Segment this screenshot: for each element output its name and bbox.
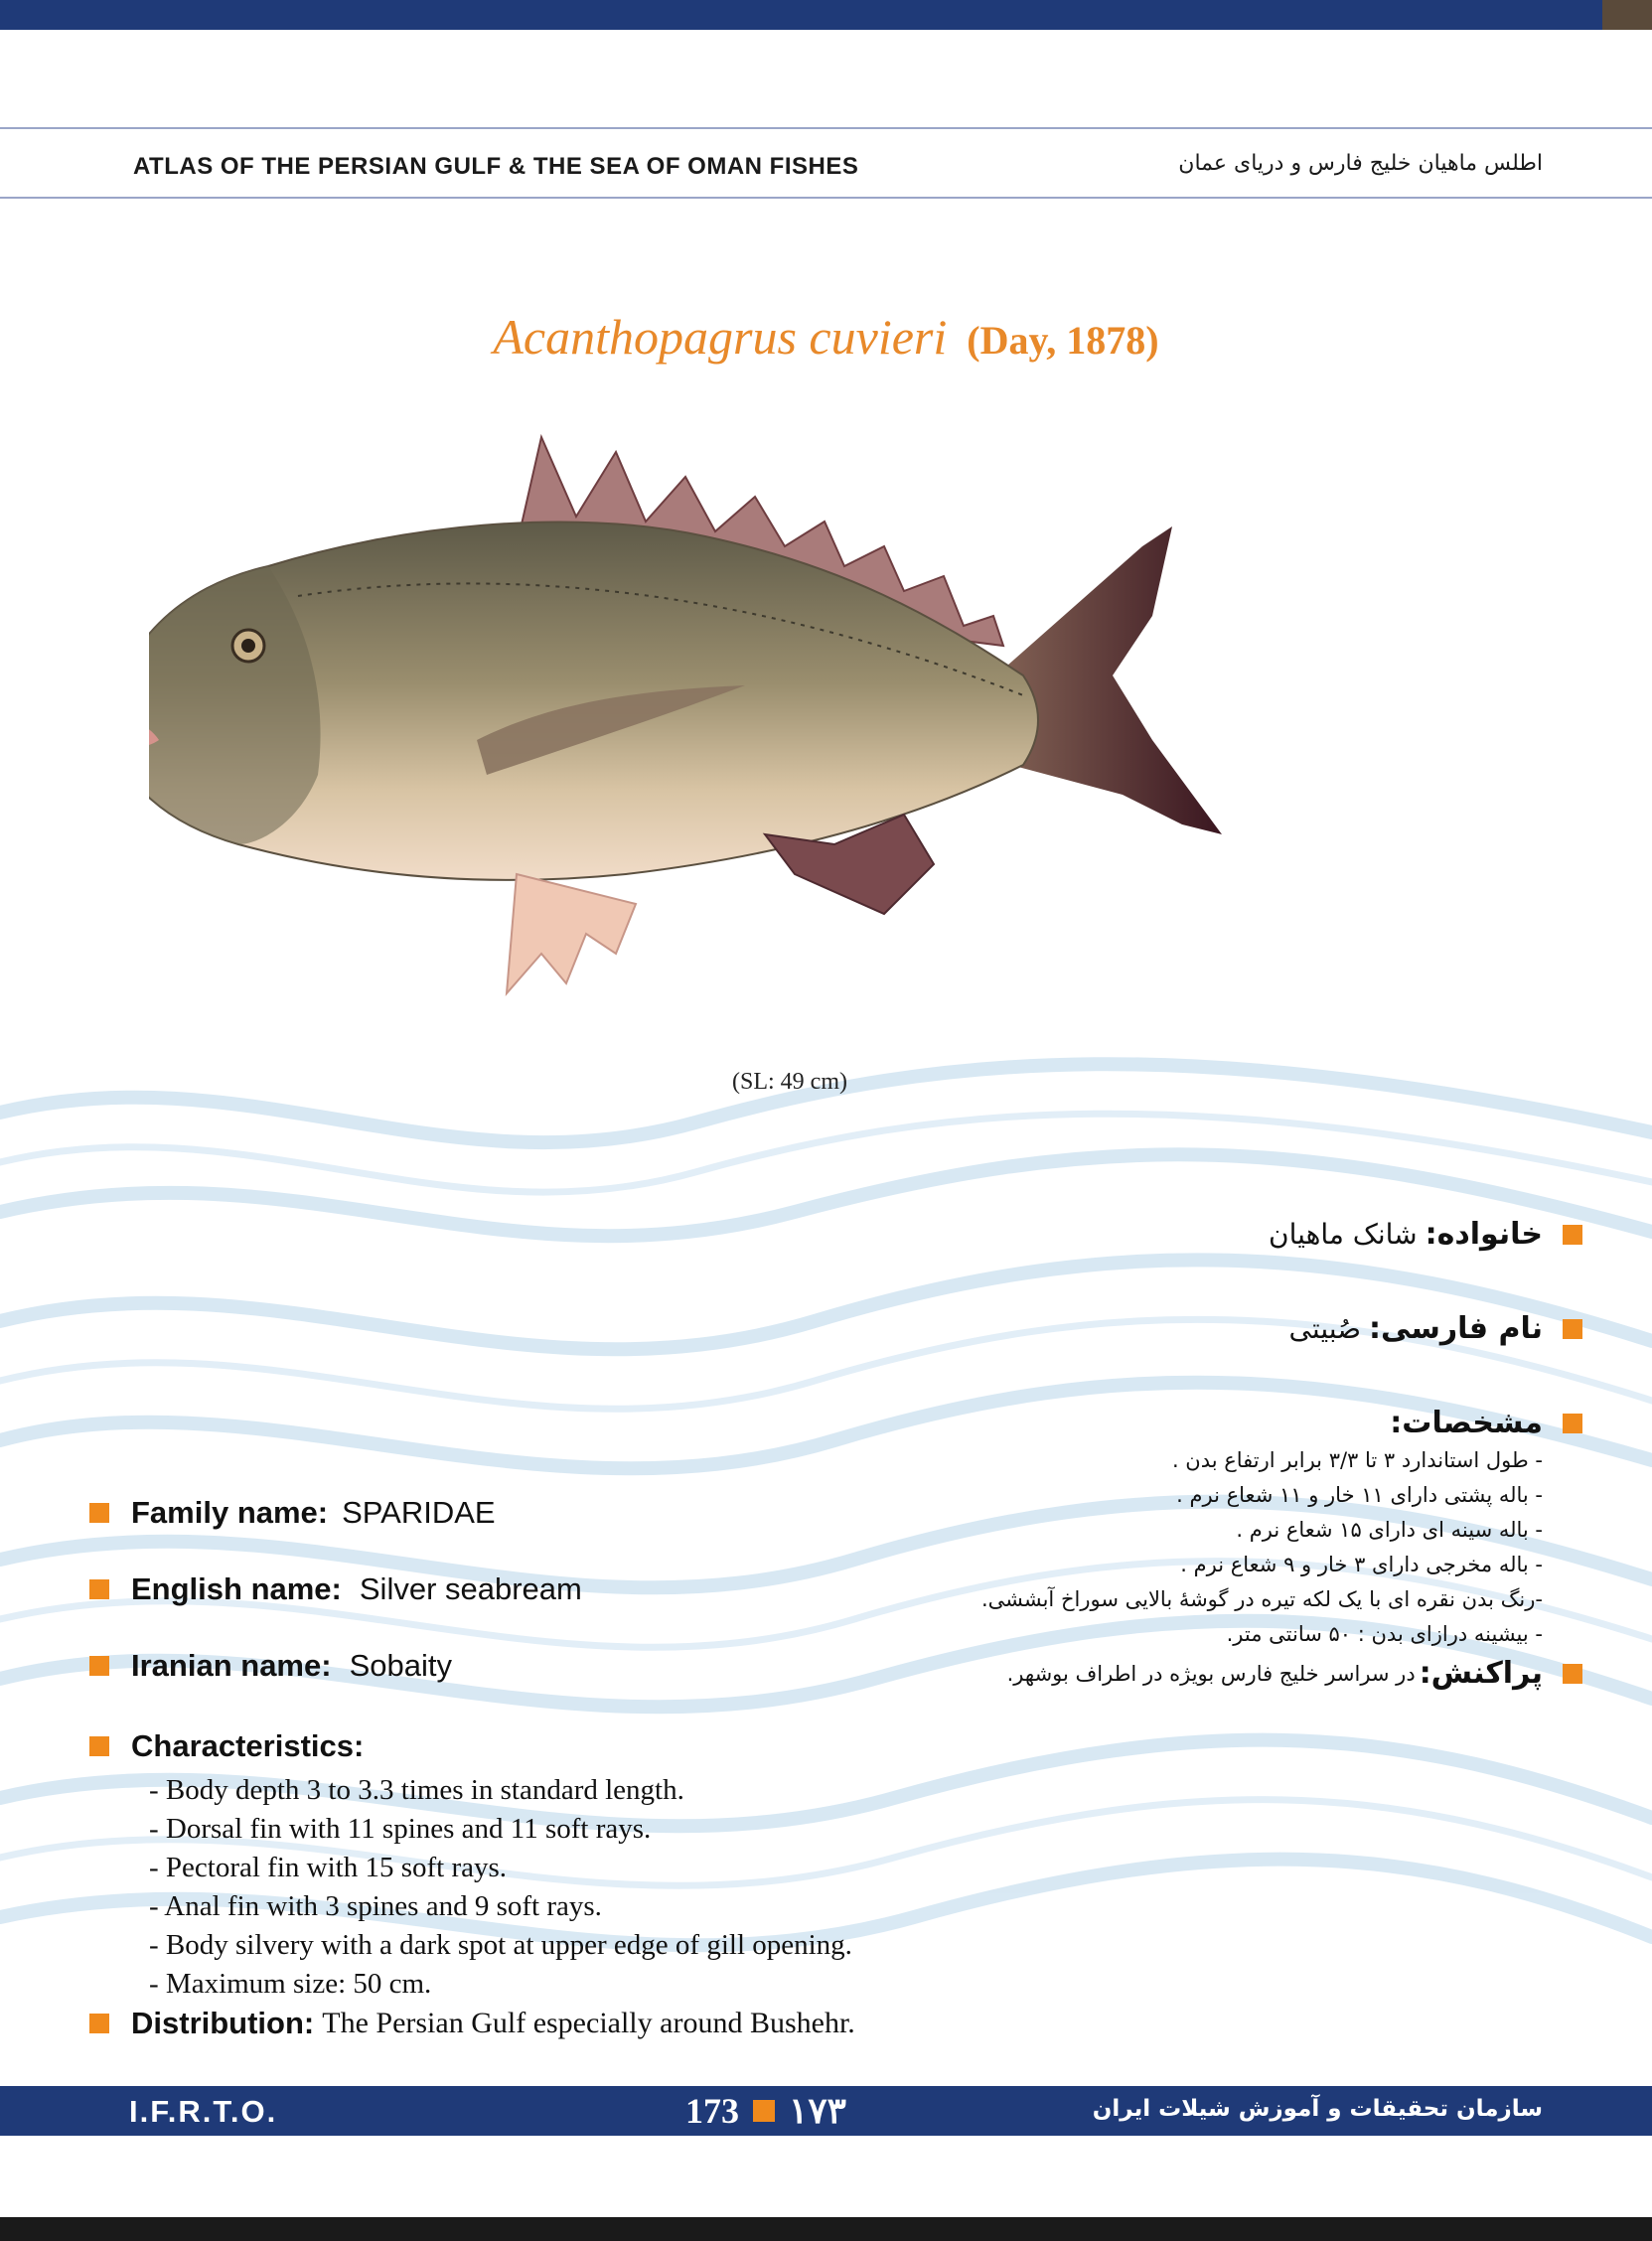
bullet-icon [1563, 1664, 1582, 1684]
distribution-label: Distribution: [131, 2006, 315, 2040]
running-header [0, 127, 1652, 199]
characteristics-list [149, 1771, 852, 2004]
standard-length: (SL: 49 cm) [732, 1069, 847, 1095]
scientific-name: Acanthopagrus cuvieri [493, 309, 948, 365]
characteristic-item: - Dorsal fin with 11 spines and 11 soft rays. [149, 1813, 652, 1845]
fa-characteristic-item: - بیشینه درازای بدن : ۵۰ سانتی متر. [1226, 1622, 1543, 1646]
bullet-icon [89, 1736, 109, 1756]
fa-characteristic-item: - باله سینه ای دارای ۱۵ شعاع نرم . [1236, 1518, 1543, 1542]
fa-family-row [1269, 1217, 1582, 1252]
bullet-icon [89, 1656, 109, 1676]
fa-distribution-row [1007, 1656, 1582, 1691]
family-label: Family name: [131, 1495, 329, 1530]
fa-distribution-label: پراکنش: [1419, 1656, 1543, 1691]
fa-family-value: شانک ماهیان [1269, 1218, 1418, 1251]
family-row [89, 1495, 496, 1531]
fa-characteristics-row [1390, 1406, 1582, 1440]
distribution-row [89, 2006, 855, 2041]
iranian-name-row [89, 1648, 452, 1684]
bullet-icon [1563, 1414, 1582, 1433]
page-number [685, 2090, 846, 2132]
characteristics-row [89, 1728, 364, 1764]
header-title-en: ATLAS OF THE PERSIAN GULF & THE SEA OF OMAN FISHES [133, 153, 859, 180]
footer-org-fa: سازمان تحقیقات و آموزش شیلات ایران [1092, 2096, 1543, 2122]
english-name-value: Silver seabream [359, 1571, 582, 1606]
distribution-value: The Persian Gulf especially around Bushehr. [322, 2007, 855, 2039]
species-title [0, 308, 1652, 366]
characteristics-label: Characteristics: [131, 1728, 365, 1763]
pelvic-fin [507, 874, 636, 993]
page-footer [0, 2086, 1652, 2136]
top-corner-mark [1602, 0, 1652, 30]
bullet-icon [1563, 1319, 1582, 1339]
english-name-label: English name: [131, 1571, 342, 1606]
fa-name-value: صُبیتی [1288, 1312, 1361, 1345]
fa-family-label: خانواده: [1425, 1217, 1543, 1252]
page-number-en: 173 [685, 2091, 739, 2131]
fa-characteristic-item: - طول استاندارد ۳ تا ۳/۳ برابر ارتفاع بدن . [1171, 1448, 1543, 1472]
footer-org-en: I.F.R.T.O. [129, 2094, 278, 2129]
bullet-icon [1563, 1225, 1582, 1245]
species-author: (Day, 1878) [967, 318, 1159, 363]
characteristic-item: - Maximum size: 50 cm. [149, 1968, 432, 2000]
characteristic-item: - Anal fin with 3 spines and 9 soft rays. [149, 1890, 602, 1922]
fa-name-row [1289, 1311, 1582, 1346]
characteristic-item: - Pectoral fin with 15 soft rays. [149, 1852, 508, 1883]
iranian-name-label: Iranian name: [131, 1648, 332, 1683]
fa-characteristic-item: - باله پشتی دارای ۱۱ خار و ۱۱ شعاع نرم . [1176, 1483, 1543, 1507]
fa-distribution-value: در سراسر خلیج فارس بویژه در اطراف بوشهر. [1006, 1661, 1416, 1686]
bullet-icon [89, 1579, 109, 1599]
english-name-row [89, 1571, 582, 1607]
page-number-fa: ۱۷۳ [789, 2091, 847, 2131]
characteristic-item: - Body silvery with a dark spot at upper edge of gill opening. [149, 1929, 852, 1961]
top-edge-strip [0, 0, 1652, 30]
iranian-name-value: Sobaity [349, 1648, 452, 1683]
fa-characteristic-item: - باله مخرجی دارای ۳ خار و ۹ شعاع نرم . [1180, 1553, 1543, 1576]
fa-name-label: نام فارسی: [1369, 1311, 1543, 1346]
fa-characteristics-list [981, 1443, 1543, 1652]
family-value: SPARIDAE [342, 1495, 496, 1530]
fish-illustration [149, 397, 1540, 1013]
bullet-icon [89, 1503, 109, 1523]
fa-characteristics-label: مشخصات: [1390, 1406, 1543, 1440]
bullet-icon [753, 2100, 775, 2122]
header-title-fa: اطلس ماهیان خلیج فارس و دریای عمان [1178, 151, 1543, 176]
bullet-icon [89, 2014, 109, 2033]
characteristic-item: - Body depth 3 to 3.3 times in standard length. [149, 1774, 684, 1806]
fa-characteristic-item: -رنگ بدن نقره ای با یک لکه تیره در گوشهٔ بالایی سوراخ آبششی. [980, 1587, 1543, 1611]
bottom-edge-strip [0, 2217, 1652, 2241]
